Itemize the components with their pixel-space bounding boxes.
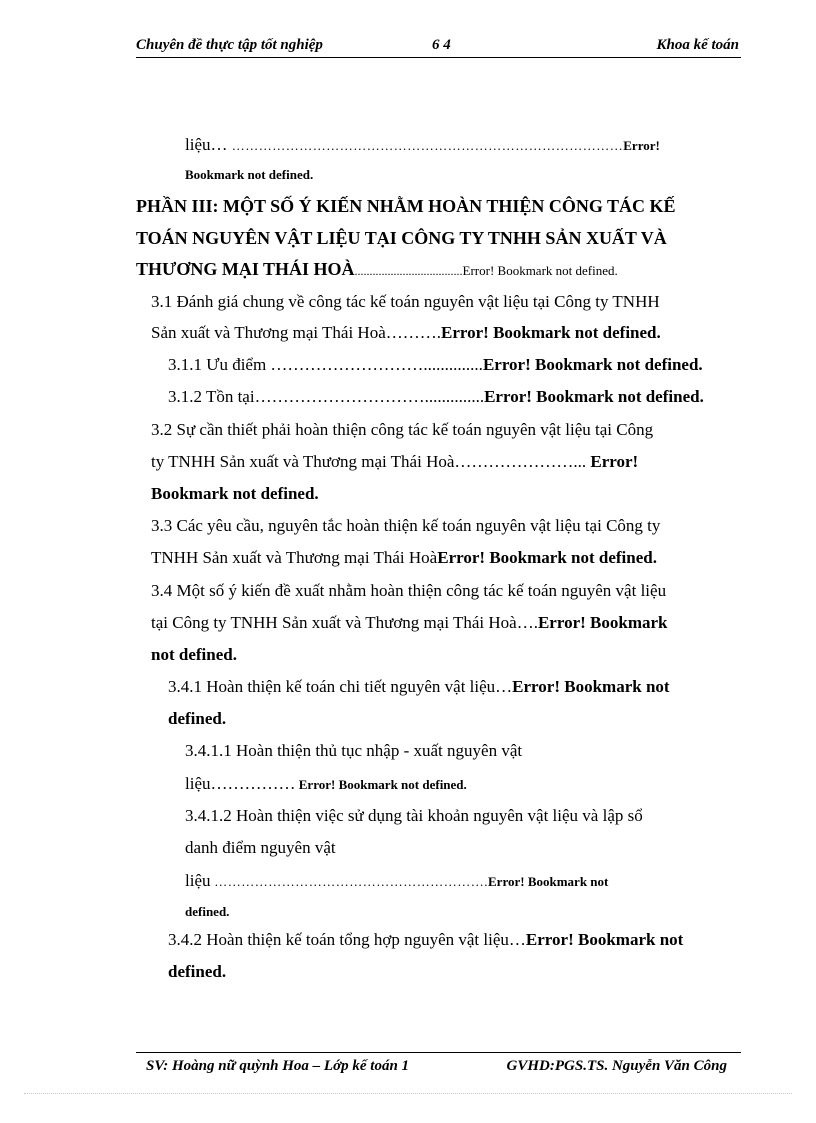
footer-supervisor: GVHD:PGS.TS. Nguyễn Văn Công xyxy=(506,1058,727,1074)
toc-3-4-1-1-line2[interactable]: liệu…………… Error! Bookmark not defined. xyxy=(185,774,467,793)
toc-3-3-line2[interactable]: TNHH Sản xuất và Thương mại Thái HoàError! Bookmark not defined. xyxy=(151,548,657,567)
toc-3-4-2-line1[interactable]: 3.4.2 Hoàn thiện kế toán tổng hợp nguyên vật liệu…Error! Bookmark not xyxy=(168,930,684,949)
toc-3-4-1-2-line3[interactable]: liệu …………………………………………………….Error! Bookmark not xyxy=(185,871,609,890)
toc-3-4-line2[interactable]: tại Công ty TNHH Sản xuất và Thương mại Thái Hoà….Error! Bookmark xyxy=(151,613,668,632)
header-department: Khoa kế toán xyxy=(656,37,739,53)
toc-3-4-1-2-line2[interactable]: danh điểm nguyên vật xyxy=(185,838,336,857)
header-title: Chuyên đề thực tập tốt nghiệp xyxy=(136,37,323,53)
page-header xyxy=(136,36,741,58)
page-bottom-divider xyxy=(24,1093,792,1094)
toc-3-4-line3: not defined. xyxy=(151,645,237,664)
toc-3-1-2[interactable]: 3.1.2 Tồn tại…………………………..............Error! Bookmark not defined. xyxy=(168,387,704,406)
toc-3-2-line2[interactable]: ty TNHH Sản xuất và Thương mại Thái Hoà…………………... Error! xyxy=(151,452,639,471)
toc-3-4-1-1-line1[interactable]: 3.4.1.1 Hoàn thiện thủ tục nhập - xuất nguyên vật xyxy=(185,741,523,760)
toc-part3-line1[interactable]: PHẦN III: MỘT SỐ Ý KIẾN NHẰM HOÀN THIỆN CÔNG TÁC KẾ xyxy=(136,196,676,216)
toc-part3-line3[interactable]: THƯƠNG MẠI THÁI HOÀ....................................Error! Bookmark not defined. xyxy=(136,259,618,279)
toc-3-4-1-line1[interactable]: 3.4.1 Hoàn thiện kế toán chi tiết nguyên vật liệu…Error! Bookmark not xyxy=(168,677,670,696)
toc-3-2-line1[interactable]: 3.2 Sự cần thiết phải hoàn thiện công tác kế toán nguyên vật liệu tại Công xyxy=(151,420,654,439)
toc-3-4-line1[interactable]: 3.4 Một số ý kiến đề xuất nhằm hoàn thiện công tác kế toán nguyên vật liệu xyxy=(151,581,667,600)
page-footer xyxy=(136,1052,741,1079)
toc-part3-line2[interactable]: TOÁN NGUYÊN VẬT LIỆU TẠI CÔNG TY TNHH SẢN XUẤT VÀ xyxy=(136,228,667,248)
toc-3-4-1-2-line4: defined. xyxy=(185,904,230,919)
toc-3-3-line1[interactable]: 3.3 Các yêu cầu, nguyên tắc hoàn thiện kế toán nguyên vật liệu tại Công ty xyxy=(151,516,661,535)
header-page-number: 6 4 xyxy=(432,37,451,53)
toc-3-4-1-line2: defined. xyxy=(168,709,227,728)
toc-3-1-line1[interactable]: 3.1 Đánh giá chung về công tác kế toán nguyên vật liệu tại Công ty TNHH xyxy=(151,292,660,311)
toc-3-4-1-2-line1[interactable]: 3.4.1.2 Hoàn thiện việc sử dụng tài khoản nguyên vật liệu và lập sổ xyxy=(185,806,643,825)
toc-3-4-2-line2: defined. xyxy=(168,962,227,981)
toc-entry-lieu[interactable]: liệu… ……………………………………………………………………………Error! xyxy=(185,135,660,154)
toc-3-1-line2[interactable]: Sản xuất và Thương mại Thái Hoà……….Error! Bookmark not defined. xyxy=(151,323,661,342)
toc-3-2-line3: Bookmark not defined. xyxy=(151,484,319,503)
toc-3-1-1[interactable]: 3.1.1 Ưu điểm ………………………..............Error! Bookmark not defined. xyxy=(168,355,703,374)
footer-student: SV: Hoàng nữ quỳnh Hoa – Lớp kế toán 1 xyxy=(146,1058,410,1074)
toc-entry-error: Bookmark not defined. xyxy=(185,167,314,182)
